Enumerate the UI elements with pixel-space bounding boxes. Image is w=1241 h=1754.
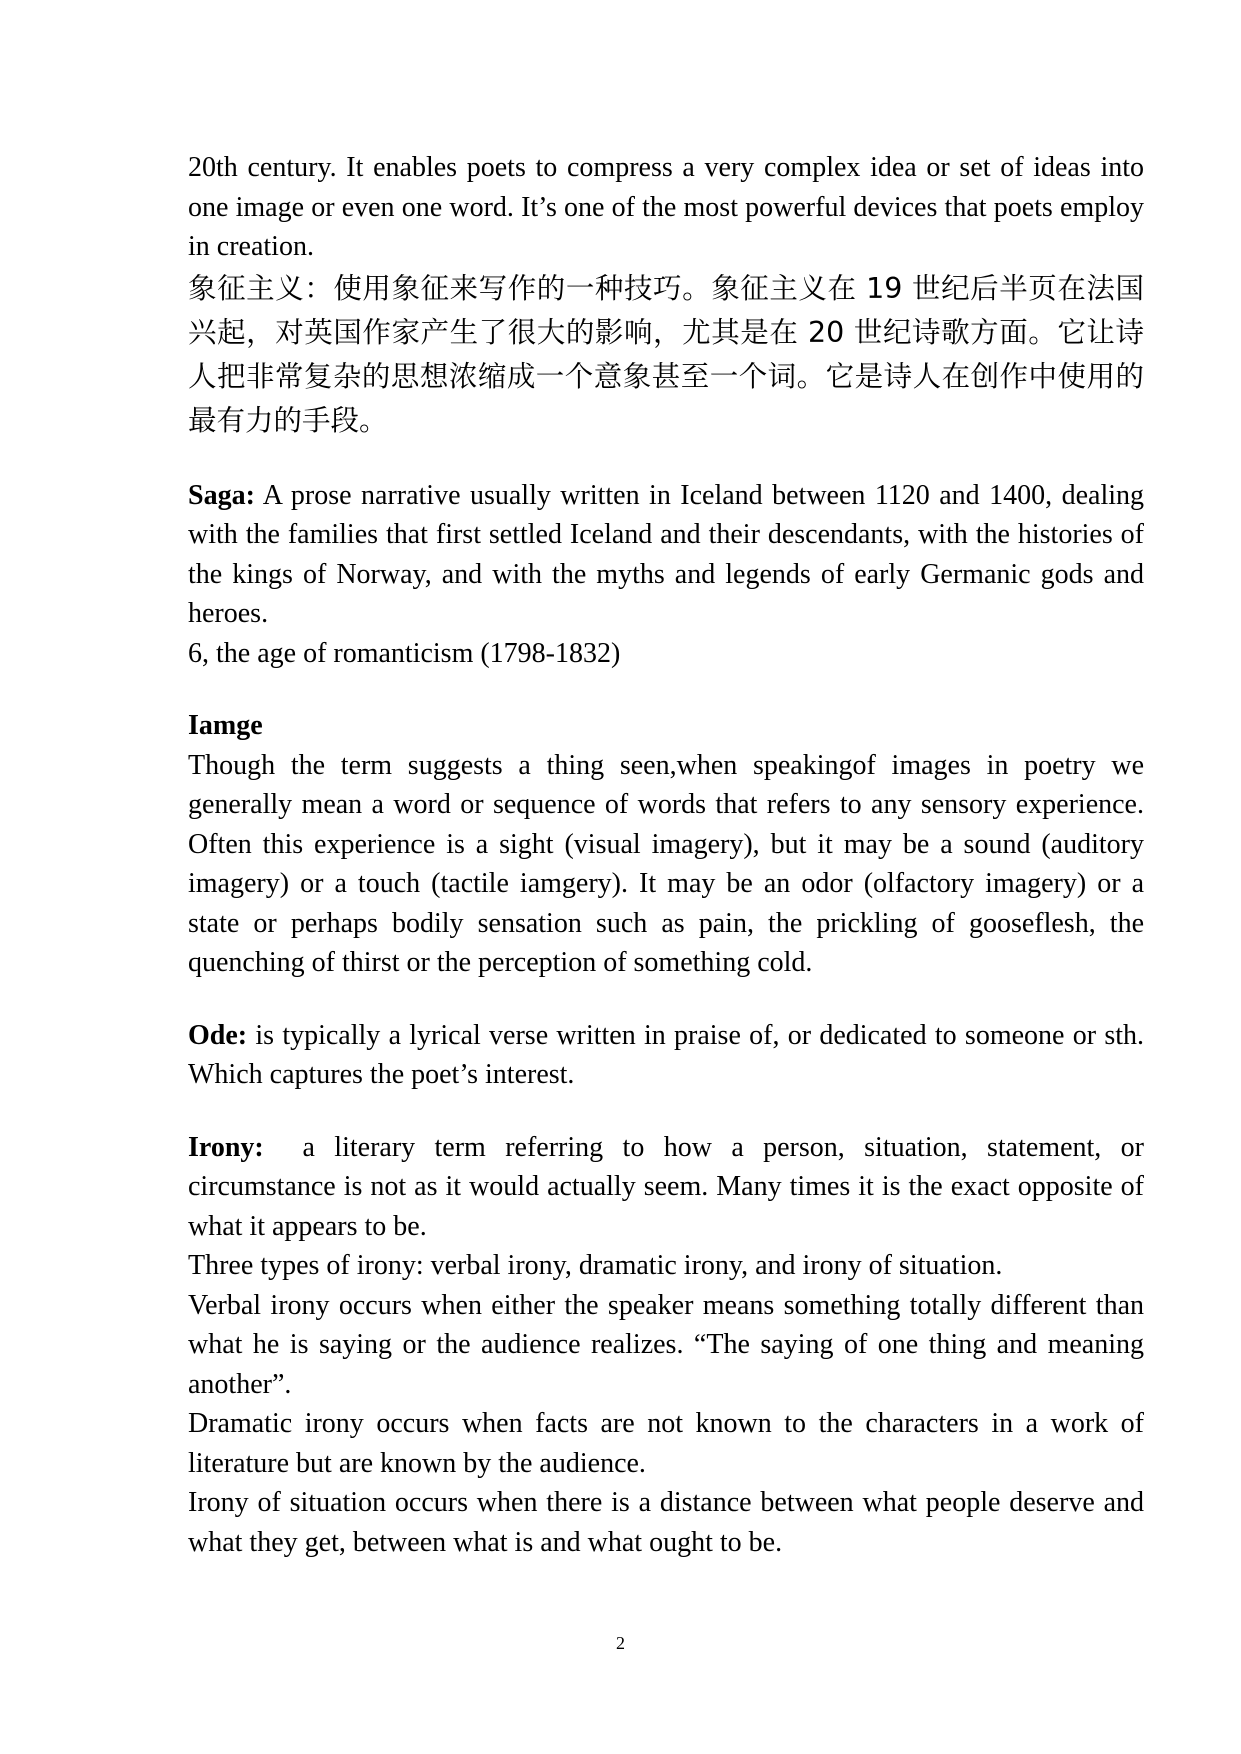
ode-definition xyxy=(188,1016,1144,1095)
irony-term: Irony: xyxy=(188,1131,264,1163)
document-page xyxy=(188,148,1151,1562)
page-number: 2 xyxy=(616,1633,625,1653)
irony-of-situation: Irony of situation occurs when there is a distance between what people deserve and what they get, between what is and what ought to be. xyxy=(188,1487,1144,1558)
intro-paragraph: 20th century. It enables poets to compress a very complex idea or set of ideas into one image or even one word. It’s one of the most powerful devices that poets employ in creation. xyxy=(188,152,1144,262)
saga-definition xyxy=(188,476,1144,634)
ode-text: is typically a lyrical verse written in praise of, or dedicated to someone or sth. Which captures the poet’s interest. xyxy=(188,1019,1144,1090)
image-heading: Iamge xyxy=(188,710,263,741)
dramatic-irony: Dramatic irony occurs when facts are not known to the characters in a work of literature but are known by the audience. xyxy=(188,1408,1144,1479)
intro-chinese-paragraph: 象征主义：使用象征来写作的一种技巧。象征主义在 19 世纪后半页在法国兴起，对英国作家产生了很大的影响，尤其是在 20 世纪诗歌方面。它让诗人把非常复杂的思想浓缩成一个意象甚至一个词。它是诗人在创作中使用的最有力的手段。 xyxy=(188,271,1144,437)
saga-text: A prose narrative usually written in Iceland between 1120 and 1400, dealing with the families that first settled Iceland and their descendants, with the histories of the kings of Norway, and with the myths and legends of early Germanic gods and heroes. xyxy=(188,479,1144,629)
ode-term: Ode: xyxy=(188,1019,248,1051)
irony-definition xyxy=(188,1128,1151,1247)
spacer xyxy=(188,673,1144,706)
verbal-irony: Verbal irony occurs when either the speaker means something totally different than what he is saying or the audience realizes. “The saying of one thing and meaning another”. xyxy=(188,1289,1144,1400)
spacer xyxy=(188,1095,1144,1128)
spacer xyxy=(188,983,1144,1016)
saga-term: Saga: xyxy=(188,479,255,511)
irony-text: a literary term referring to how a person, situation, statement, or circumstance is not as it would actually seem. Many times it is the exact opposite of what it appears to be. xyxy=(188,1131,1151,1242)
spacer xyxy=(188,443,1144,476)
romanticism-section-line: 6, the age of romanticism (1798-1832) xyxy=(188,637,621,669)
image-definition: Though the term suggests a thing seen,when speakingof images in poetry we generally mean a word or sequence of words that refers to any sensory experience. Often this experience is a sight (visual imagery), but it may be a sound (auditory imagery) or a touch (tactile iamgery). It may be an odor (olfactory imagery) or a state or perhaps bodily sensation such as pain, the prickling of gooseflesh, the quenching of thirst or the perception of something cold. xyxy=(188,749,1144,978)
irony-types: Three types of irony: verbal irony, dramatic irony, and irony of situation. xyxy=(188,1250,1003,1281)
